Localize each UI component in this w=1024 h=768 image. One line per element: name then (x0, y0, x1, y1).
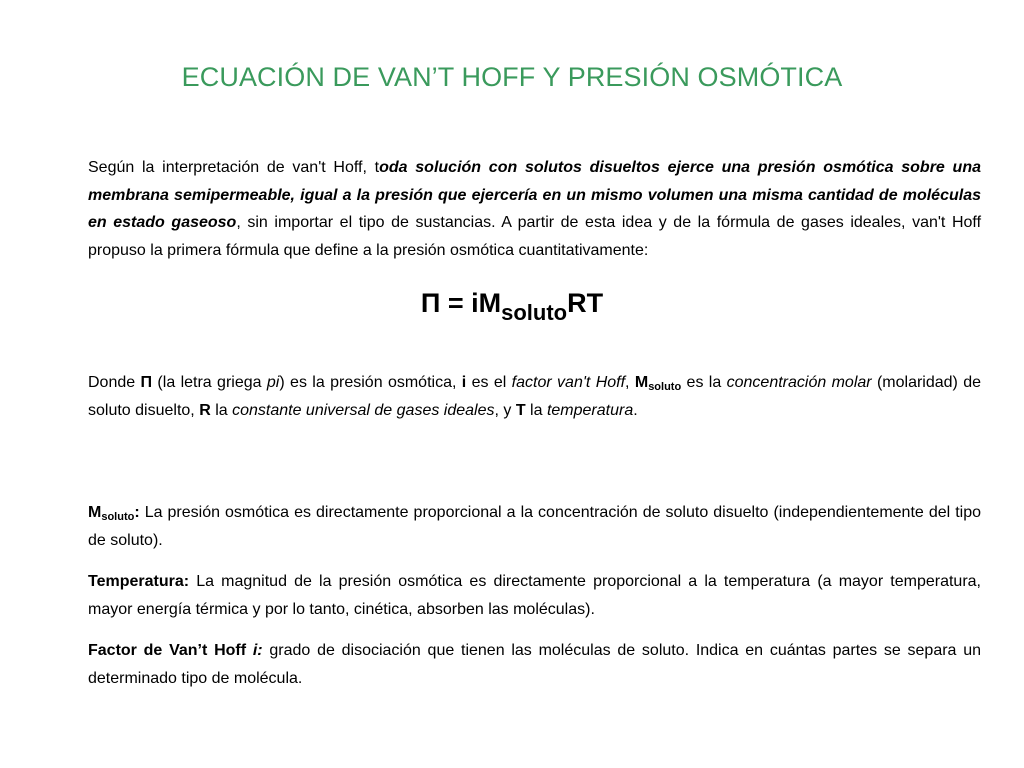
note-msoluto-label (88, 504, 140, 521)
note-msoluto-text: La presión osmótica es directamente proporcional a la concentración de soluto disuelto (independientemente del tipo de soluto). (88, 504, 981, 549)
i-symbol: i (461, 374, 467, 391)
formula-rhs: RT (567, 288, 604, 318)
intro-lead: Según la interpretación de van't Hoff, t (88, 159, 380, 176)
formula-lhs: Π = iM (420, 288, 502, 318)
definitions-paragraph (88, 369, 981, 424)
label-main: Factor de Van’t Hoff (88, 642, 253, 659)
note-msoluto (88, 499, 981, 554)
note-factor (88, 637, 981, 692)
formula-subscript: soluto (501, 300, 568, 325)
def-text: (la letra griega (152, 374, 267, 391)
def-text: es la (681, 374, 727, 391)
note-temperatura (88, 568, 981, 623)
vant-hoff-formula (0, 288, 1024, 325)
m-symbol-main: M (634, 374, 649, 391)
intro-emphasis: oda solución con solutos disueltos ejerce una presión osmótica sobre una membrana semipermeable, igual a la presión que ejercería en un mismo volumen una misma cantidad de moléculas en estado gaseoso (88, 159, 981, 231)
m-description: concentración molar (726, 374, 872, 391)
r-description: constante universal de gases ideales (232, 401, 495, 419)
pi-word: pi (266, 374, 280, 391)
label-main: M (88, 504, 102, 521)
label-sub: soluto (101, 511, 135, 523)
def-text: , y (494, 401, 516, 419)
def-text: . (633, 401, 638, 419)
page-title: ECUACIÓN DE VAN’T HOFF Y PRESIÓN OSMÓTICA (181, 62, 843, 92)
intro-tail: , sin importar el tipo de sustancias. A partir de esta idea y de la fórmula de gases ideales, van't Hoff propuso la primera fórmula que define a la presión osmótica cuantitativamente: (88, 214, 982, 259)
i-description: factor van't Hoff (511, 374, 626, 391)
def-text: la (525, 401, 547, 419)
label-colon: : (134, 504, 140, 521)
m-symbol-sub: soluto (648, 381, 682, 393)
r-symbol: R (199, 401, 211, 419)
m-symbol (635, 374, 681, 391)
t-symbol: T (515, 401, 526, 419)
note-factor-label (88, 642, 263, 659)
def-text: Donde (88, 374, 141, 391)
t-description: temperatura (546, 401, 634, 419)
def-text: (molaridad) de soluto disuelto, (88, 374, 982, 419)
note-temperatura-label: Temperatura: (88, 573, 190, 590)
pi-symbol: Π (140, 374, 153, 391)
def-text: es el (466, 374, 512, 391)
def-text: , (625, 374, 635, 391)
intro-paragraph (88, 154, 981, 264)
def-text: la (210, 401, 233, 419)
def-text: ) es la presión osmótica, (279, 374, 462, 391)
label-italic: i: (252, 642, 263, 659)
note-factor-text: grado de disociación que tienen las moléculas de soluto. Indica en cuántas partes se separa un determinado tipo de molécula. (88, 642, 982, 687)
note-temperatura-text: La magnitud de la presión osmótica es directamente proporcional a la temperatura (a mayor temperatura, mayor energía térmica y por lo tanto, cinética, absorben las moléculas). (88, 573, 981, 618)
